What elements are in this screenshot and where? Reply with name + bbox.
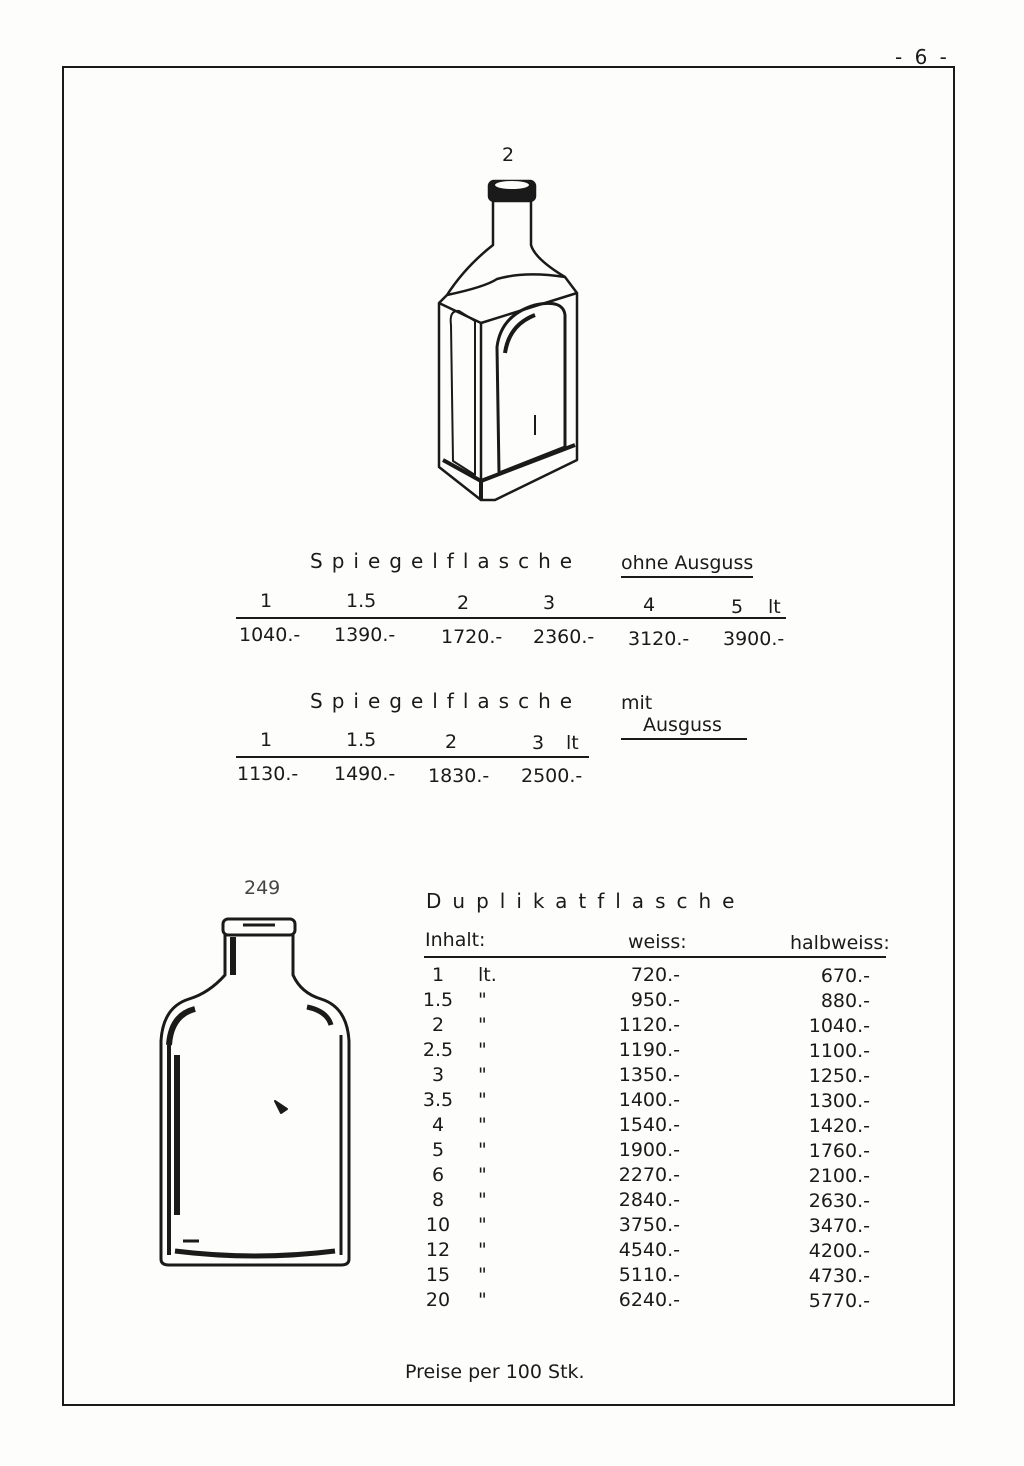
table2-size: 2: [445, 731, 458, 753]
row-weiss: 2840.-: [618, 1189, 680, 1211]
row-halbweiss: 1040.-: [808, 1015, 870, 1037]
table1-price: 1390.-: [334, 624, 396, 646]
row-weiss: 1900.-: [618, 1139, 680, 1161]
table1-rule: [236, 617, 786, 619]
table2-size: 1: [260, 729, 273, 751]
table1-size: 1.5: [346, 590, 377, 612]
table1-price: 3900.-: [723, 628, 785, 650]
row-weiss: 1350.-: [618, 1064, 680, 1086]
table2-subtitle-ausguss: Ausguss: [643, 714, 722, 736]
row-size: 3.5: [422, 1089, 454, 1111]
page-number: - 6 -: [895, 45, 950, 69]
row-unit: ": [478, 1064, 487, 1086]
table1-price: 1040.-: [239, 624, 301, 646]
row-size: 10: [425, 1214, 451, 1236]
row-unit: ": [478, 1264, 487, 1286]
table1-price: 1720.-: [441, 626, 503, 648]
table2-size: 1.5: [346, 729, 377, 751]
row-weiss: 720.-: [630, 964, 680, 986]
row-size: 5: [431, 1139, 445, 1161]
row-weiss: 6240.-: [618, 1289, 680, 1311]
footer-note: Preise per 100 Stk.: [405, 1361, 585, 1383]
table2-title: Spiegelflasche: [310, 689, 582, 713]
row-size: 2.5: [422, 1039, 454, 1061]
row-weiss: 1540.-: [618, 1114, 680, 1136]
table2-subtitle: [621, 692, 747, 740]
row-unit: ": [478, 1239, 487, 1261]
row-unit: ": [478, 1189, 487, 1211]
bottle-number: 2: [502, 144, 515, 166]
table2-subtitle-mit: mit: [621, 692, 653, 714]
row-unit: ": [478, 989, 487, 1011]
row-halbweiss: 5770.-: [808, 1290, 870, 1312]
row-size: 6: [431, 1164, 445, 1186]
row-unit: ": [478, 1139, 487, 1161]
row-halbweiss: 1300.-: [808, 1090, 870, 1112]
table1-size: 5: [731, 596, 744, 618]
row-size: 1: [431, 964, 445, 986]
header-weiss: weiss:: [628, 931, 687, 953]
table2-price: 2500.-: [521, 765, 583, 787]
row-size: 20: [425, 1289, 451, 1311]
table1-size: 4: [643, 594, 656, 616]
row-size: 1.5: [422, 989, 454, 1011]
row-unit: ": [478, 1289, 487, 1311]
row-weiss: 1190.-: [618, 1039, 680, 1061]
row-weiss: 3750.-: [618, 1214, 680, 1236]
table1-size: 1: [260, 590, 273, 612]
row-unit: ": [478, 1164, 487, 1186]
row-halbweiss: 3470.-: [808, 1215, 870, 1237]
row-unit: ": [478, 1114, 487, 1136]
row-halbweiss: 2100.-: [808, 1165, 870, 1187]
row-unit: ": [478, 1089, 487, 1111]
table2-size: 3: [532, 732, 545, 754]
square-bottle-icon: [425, 175, 595, 505]
round-shoulder-bottle-icon: [155, 915, 360, 1275]
row-unit: lt.: [478, 964, 497, 986]
row-halbweiss: 880.-: [820, 990, 870, 1012]
row-halbweiss: 2630.-: [808, 1190, 870, 1212]
row-halbweiss: 4200.-: [808, 1240, 870, 1262]
row-halbweiss: 1420.-: [808, 1115, 870, 1137]
table1-price: 3120.-: [628, 628, 690, 650]
row-unit: ": [478, 1214, 487, 1236]
table1-unit: lt: [768, 596, 781, 618]
row-halbweiss: 1760.-: [808, 1140, 870, 1162]
row-weiss: 5110.-: [618, 1264, 680, 1286]
row-halbweiss: 1250.-: [808, 1065, 870, 1087]
table1-title: Spiegelflasche: [310, 549, 582, 573]
row-weiss: 4540.-: [618, 1239, 680, 1261]
duplikat-title: Duplikatflasche: [426, 889, 746, 913]
row-size: 2: [431, 1014, 445, 1036]
table1-size: 2: [457, 592, 470, 614]
row-halbweiss: 670.-: [820, 965, 870, 987]
table2-rule: [236, 756, 589, 758]
duplikat-rule: [424, 956, 886, 958]
row-size: 12: [425, 1239, 451, 1261]
row-weiss: 1400.-: [618, 1089, 680, 1111]
row-size: 4: [431, 1114, 445, 1136]
row-size: 3: [431, 1064, 445, 1086]
header-inhalt: Inhalt:: [425, 929, 486, 951]
table2-price: 1130.-: [237, 763, 299, 785]
row-unit: ": [478, 1039, 487, 1061]
row-weiss: 1120.-: [618, 1014, 680, 1036]
row-halbweiss: 1100.-: [808, 1040, 870, 1062]
table2-price: 1490.-: [334, 763, 396, 785]
header-halbweiss: halbweiss:: [790, 932, 890, 954]
bottle-number: 249: [244, 877, 281, 899]
table2-unit: lt: [566, 732, 579, 754]
table2-price: 1830.-: [428, 765, 490, 787]
table1-price: 2360.-: [533, 626, 595, 648]
row-unit: ": [478, 1014, 487, 1036]
row-weiss: 2270.-: [618, 1164, 680, 1186]
row-weiss: 950.-: [630, 989, 680, 1011]
row-halbweiss: 4730.-: [808, 1265, 870, 1287]
row-size: 8: [431, 1189, 445, 1211]
row-size: 15: [425, 1264, 451, 1286]
table1-size: 3: [543, 592, 556, 614]
table1-subtitle: ohne Ausguss: [621, 552, 753, 578]
